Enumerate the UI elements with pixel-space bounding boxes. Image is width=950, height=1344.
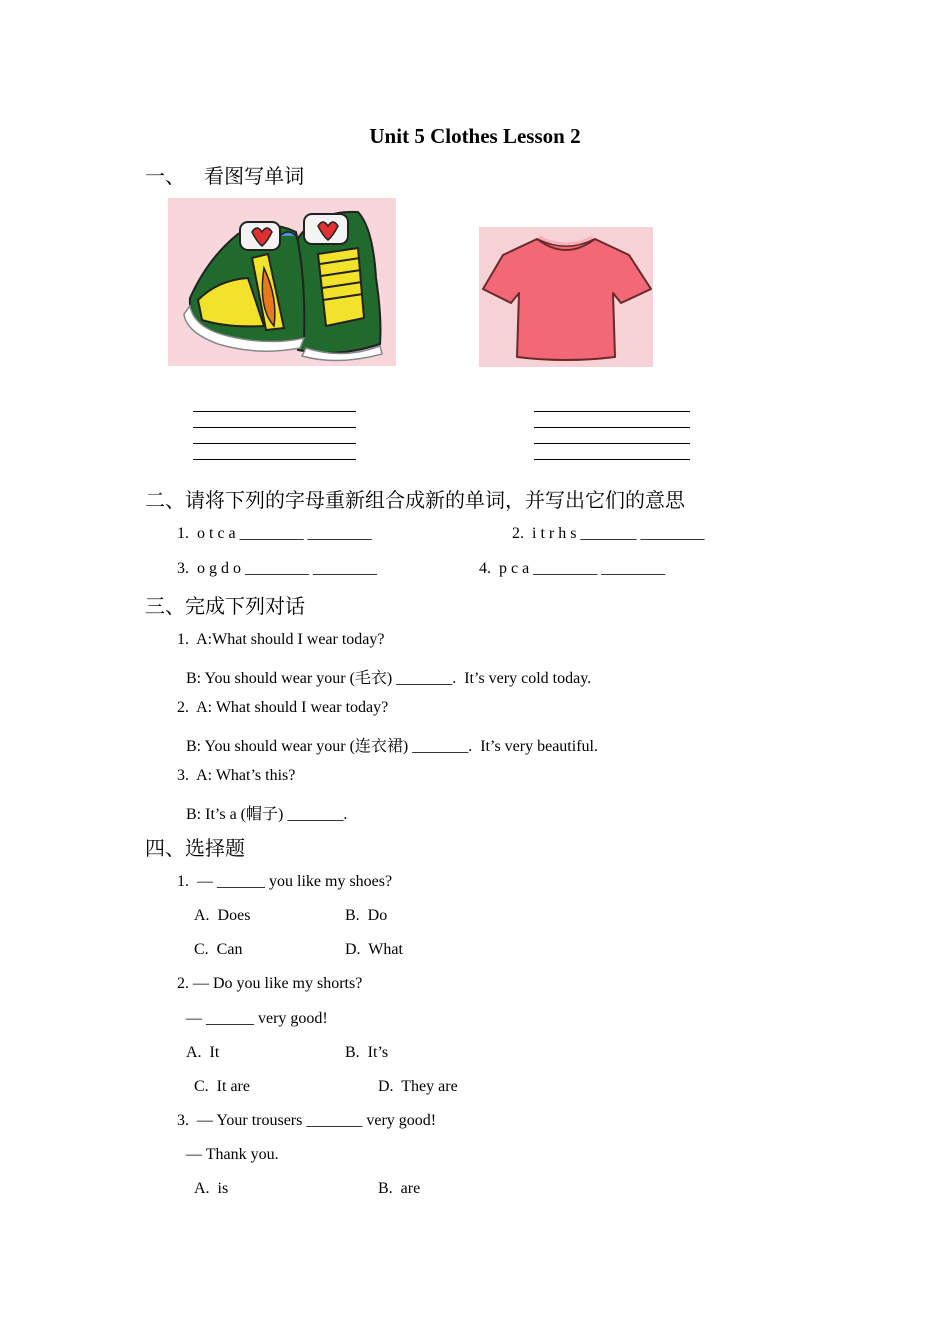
writing-line xyxy=(193,443,356,444)
sneakers-icon xyxy=(168,198,396,366)
choice-1-option-b: B. Do xyxy=(345,907,388,924)
choice-2-reply: — ______ very good! xyxy=(186,1010,328,1027)
writing-line xyxy=(534,443,690,444)
dialogue-3-answer: B: It’s a (帽子) _______. xyxy=(186,806,348,823)
choice-3-option-a: A. is xyxy=(194,1180,229,1197)
choice-3-option-b: B. are xyxy=(378,1180,421,1197)
choice-2-question: 2. — Do you like my shorts? xyxy=(177,975,363,992)
writing-line xyxy=(193,411,356,412)
choice-1-option-a: A. Does xyxy=(194,907,251,924)
scramble-item-3: 3. o g d o ________ ________ xyxy=(177,560,377,577)
choice-1-option-c: C. Can xyxy=(194,941,243,958)
dialogue-1-question: 1. A:What should I wear today? xyxy=(177,631,385,648)
shoes-image xyxy=(168,198,396,366)
dialogue-3-question: 3. A: What’s this? xyxy=(177,767,296,784)
writing-line xyxy=(534,459,690,460)
dialogue-2-question: 2. A: What should I wear today? xyxy=(177,699,389,716)
choice-2-option-c: C. It are xyxy=(194,1078,250,1095)
page-title: Unit 5 Clothes Lesson 2 xyxy=(369,124,581,148)
writing-line xyxy=(193,459,356,460)
choice-2-option-b: B. It’s xyxy=(345,1044,389,1061)
choice-3-question: 3. — Your trousers _______ very good! xyxy=(177,1112,437,1129)
writing-line xyxy=(534,411,690,412)
writing-line xyxy=(193,427,356,428)
section-1-heading: 一、 看图写单词 xyxy=(145,164,305,188)
dialogue-1-answer: B: You should wear your (毛衣) _______. It’s very cold today. xyxy=(186,670,592,687)
scramble-item-1: 1. o t c a ________ ________ xyxy=(177,525,372,542)
tshirt-icon xyxy=(479,227,653,367)
choice-2-option-d: D. They are xyxy=(378,1078,458,1095)
section-4-heading: 四、选择题 xyxy=(145,836,245,860)
writing-line xyxy=(534,427,690,428)
section-2-heading: 二、请将下列的字母重新组合成新的单词，并写出它们的意思 xyxy=(145,488,685,512)
choice-2-option-a: A. It xyxy=(186,1044,220,1061)
choice-1-option-d: D. What xyxy=(345,941,403,958)
scramble-item-4: 4. p c a ________ ________ xyxy=(479,560,666,577)
dialogue-2-answer: B: You should wear your (连衣裙) _______. It’s very beautiful. xyxy=(186,738,598,755)
choice-3-reply: — Thank you. xyxy=(186,1146,279,1163)
scramble-item-2: 2. i t r h s _______ ________ xyxy=(512,525,705,542)
choice-1-question: 1. — ______ you like my shoes? xyxy=(177,873,393,890)
section-3-heading: 三、完成下列对话 xyxy=(145,594,305,618)
tshirt-image xyxy=(479,227,653,367)
